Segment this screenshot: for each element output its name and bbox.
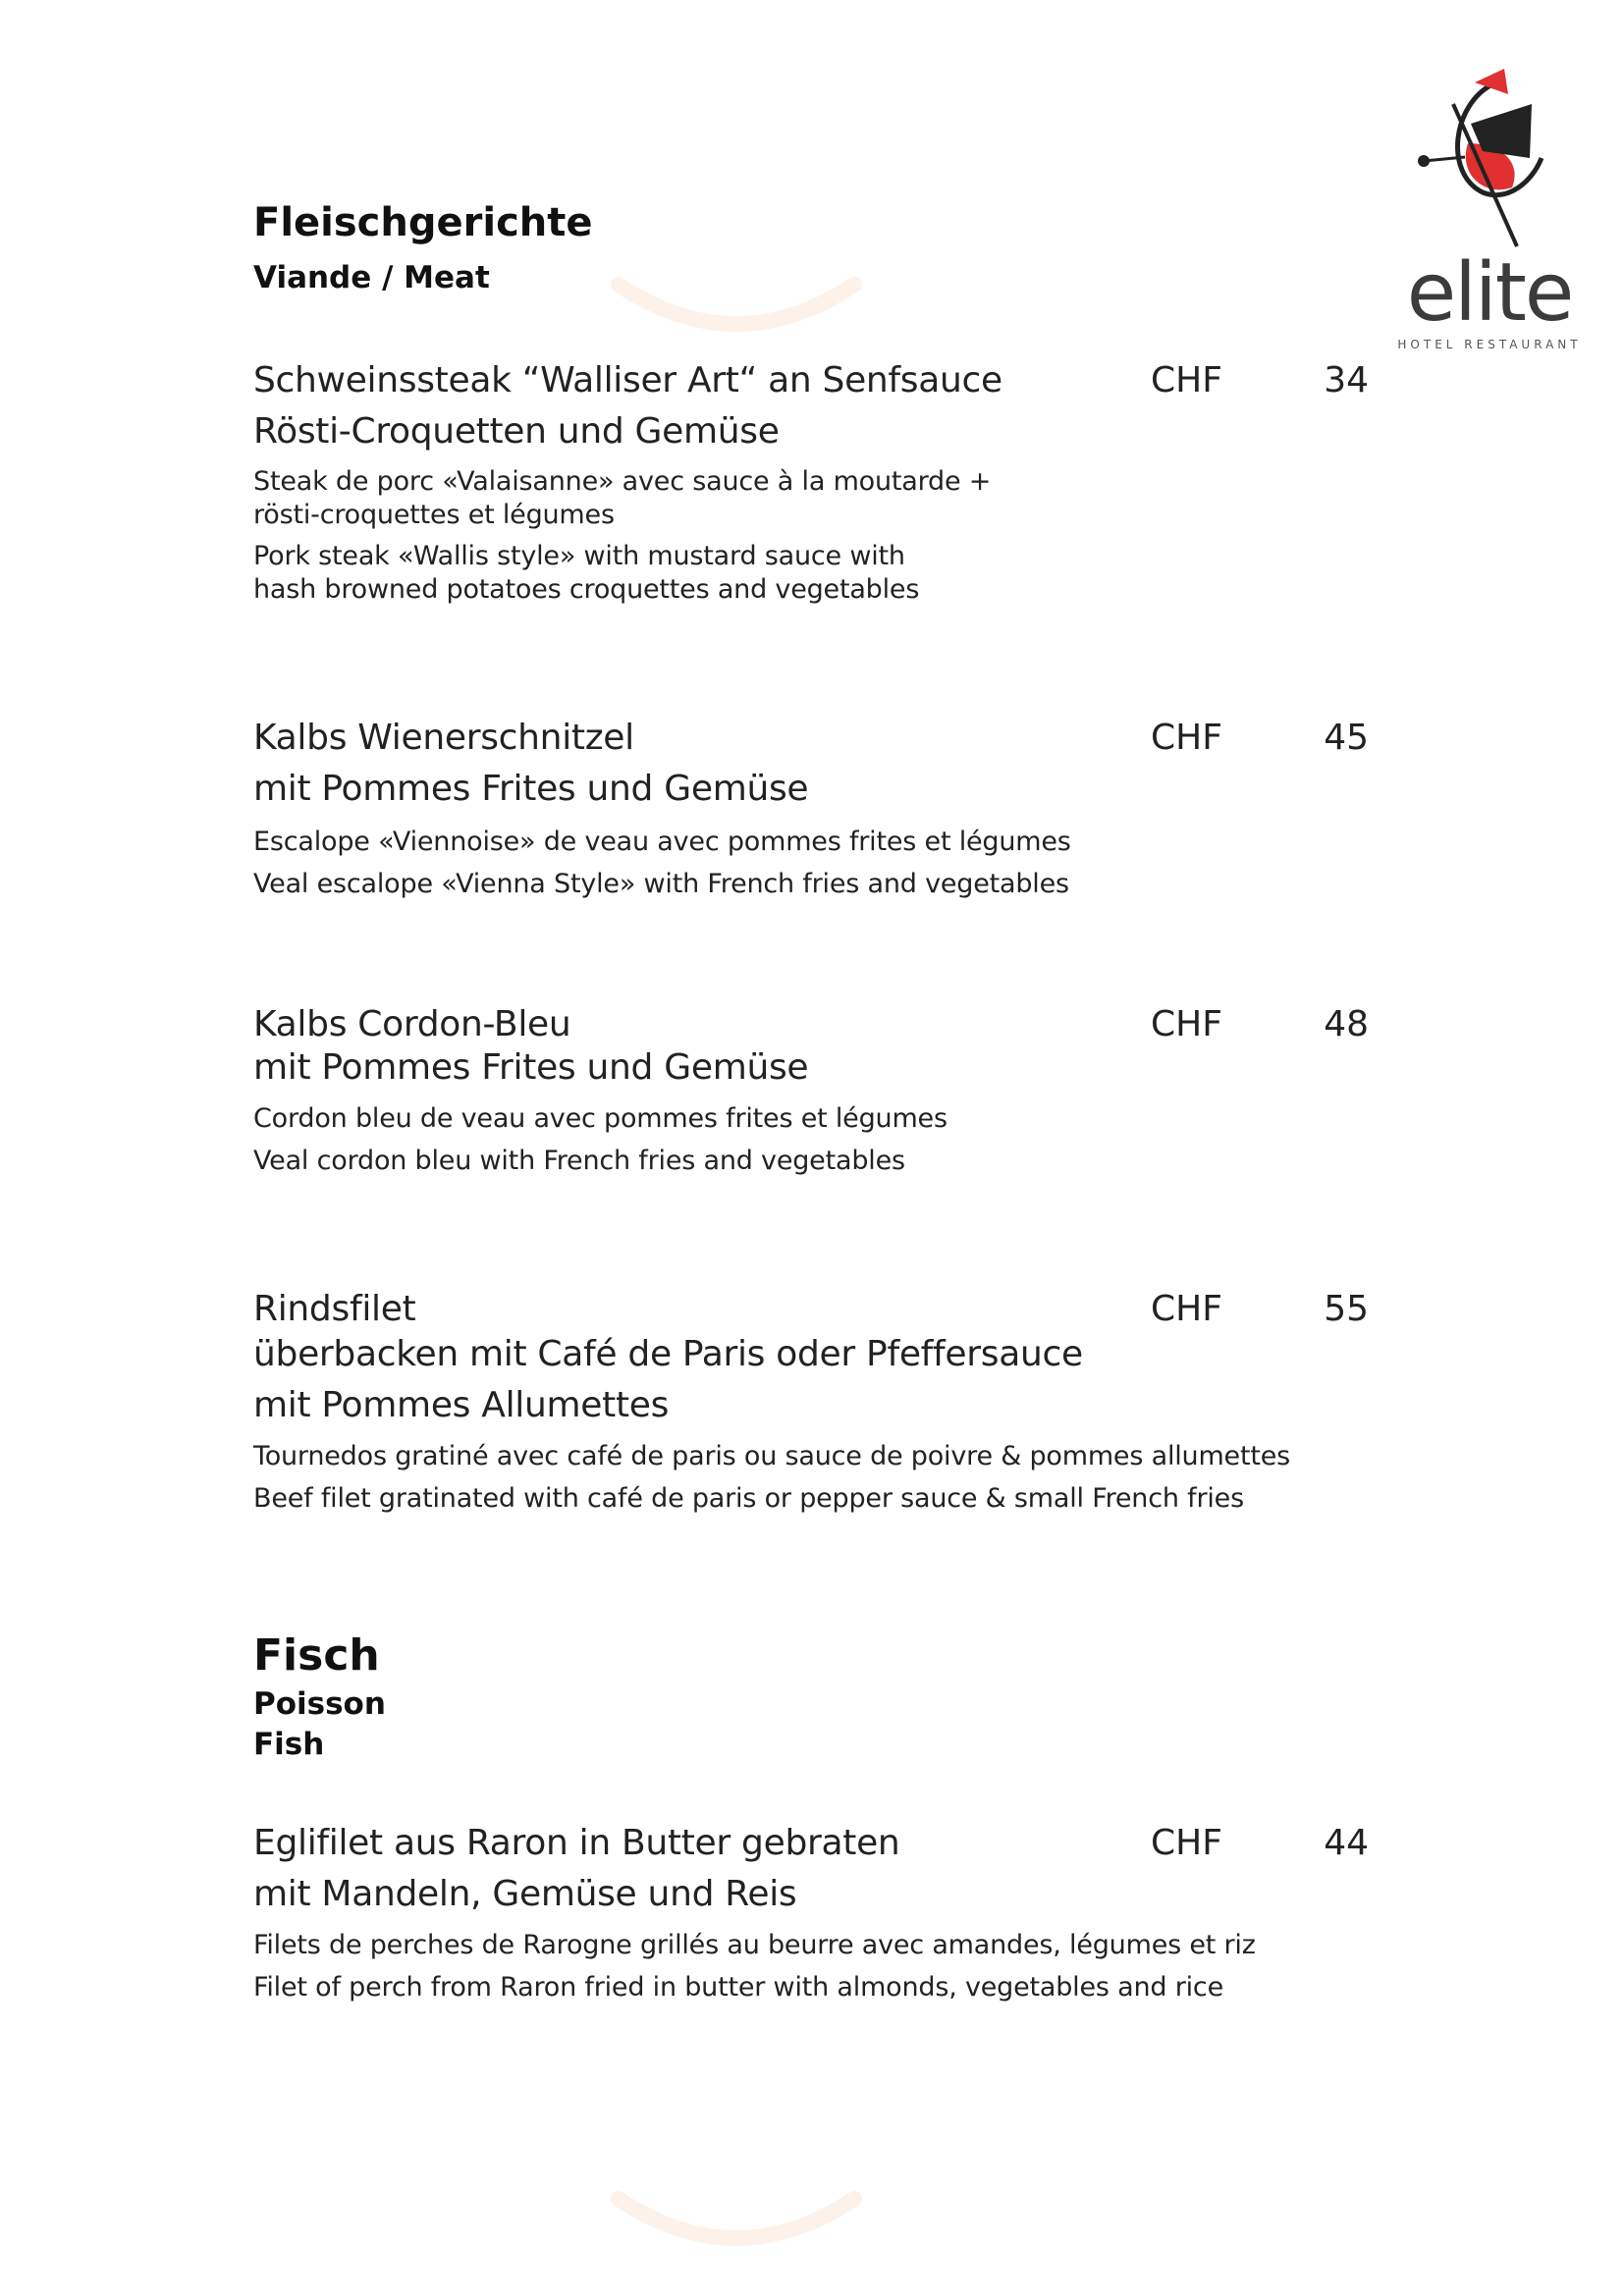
section-subtitle-meat: Viande / Meat <box>253 260 490 295</box>
section-subtitle-fish-fr: Poisson <box>253 1686 386 1722</box>
dish-side: überbacken mit Café de Paris oder Pfeffersauce <box>253 1334 1083 1374</box>
price-amount: 44 <box>1324 1823 1369 1863</box>
menu-item <box>253 1288 1290 1520</box>
price-amount: 45 <box>1324 718 1369 758</box>
price-amount: 34 <box>1324 360 1369 400</box>
section-title-fish: Fisch <box>253 1630 380 1681</box>
dish-name: Eglifilet aus Raron in Butter gebraten <box>253 1823 900 1863</box>
dish-side: mit Pommes Frites und Gemüse <box>253 769 809 809</box>
dish-description-en: Veal escalope «Vienna Style» with French fries and vegetables <box>253 869 1069 899</box>
watermark <box>412 39 1218 353</box>
dish-name: Kalbs Cordon-Bleu <box>253 1004 571 1044</box>
dish-side: mit Pommes Frites und Gemüse <box>253 1047 809 1088</box>
dish-description-fr: Tournedos gratiné avec café de paris ou sauce de poivre & pommes allumettes <box>253 1441 1291 1471</box>
dish-name: Schweinssteak “Walliser Art“ an Senfsauce <box>253 360 1002 400</box>
dish-description-en: hash browned potatoes croquettes and vegetables <box>253 574 920 605</box>
price-currency: CHF <box>1151 1004 1222 1044</box>
price-currency: CHF <box>1151 1289 1222 1329</box>
dish-description-fr: rösti-croquettes et légumes <box>253 500 615 530</box>
dish-description-en: Pork steak «Wallis style» with mustard sauce with <box>253 541 905 571</box>
menu-item <box>253 355 1002 607</box>
price-currency: CHF <box>1151 1823 1222 1863</box>
watermark-smile-icon <box>609 2179 864 2268</box>
dish-side: mit Pommes Allumettes <box>253 1385 670 1425</box>
dish-side: Rösti-Croquetten und Gemüse <box>253 411 780 452</box>
dish-description-en: Veal cordon bleu with French fries and vegetables <box>253 1146 905 1176</box>
logo-flag-icon <box>1414 65 1571 261</box>
dish-description-fr: Filets de perches de Rarogne grillés au beurre avec amandes, légumes et riz <box>253 1930 1256 1960</box>
logo-tagline: HOTEL RESTAURANT <box>1397 338 1582 351</box>
dish-description-fr: Steak de porc «Valaisanne» avec sauce à la moutarde + <box>253 466 992 497</box>
menu-item <box>253 1818 1256 2008</box>
watermark-smile-icon <box>609 265 864 353</box>
dish-side: mit Mandeln, Gemüse und Reis <box>253 1874 797 1914</box>
menu-item <box>253 1003 947 1182</box>
section-title-meat: Fleischgerichte <box>253 200 593 245</box>
price-amount: 55 <box>1324 1289 1369 1329</box>
dish-name: Kalbs Wienerschnitzel <box>253 718 634 758</box>
price-currency: CHF <box>1151 718 1222 758</box>
section-subtitle-fish-en: Fish <box>253 1727 325 1762</box>
dish-name: Rindsfilet <box>253 1289 416 1329</box>
dish-description-en: Filet of perch from Raron fried in butter with almonds, vegetables and rice <box>253 1972 1223 2002</box>
dish-description-fr: Cordon bleu de veau avec pommes frites et légumes <box>253 1103 947 1134</box>
price-amount: 48 <box>1324 1004 1369 1044</box>
logo-wordmark: elite <box>1406 246 1573 340</box>
dish-description-fr: Escalope «Viennoise» de veau avec pommes frites et légumes <box>253 827 1071 857</box>
dish-description-en: Beef filet gratinated with café de paris or pepper sauce & small French fries <box>253 1483 1244 1514</box>
price-currency: CHF <box>1151 360 1222 400</box>
menu-item <box>253 713 1071 905</box>
